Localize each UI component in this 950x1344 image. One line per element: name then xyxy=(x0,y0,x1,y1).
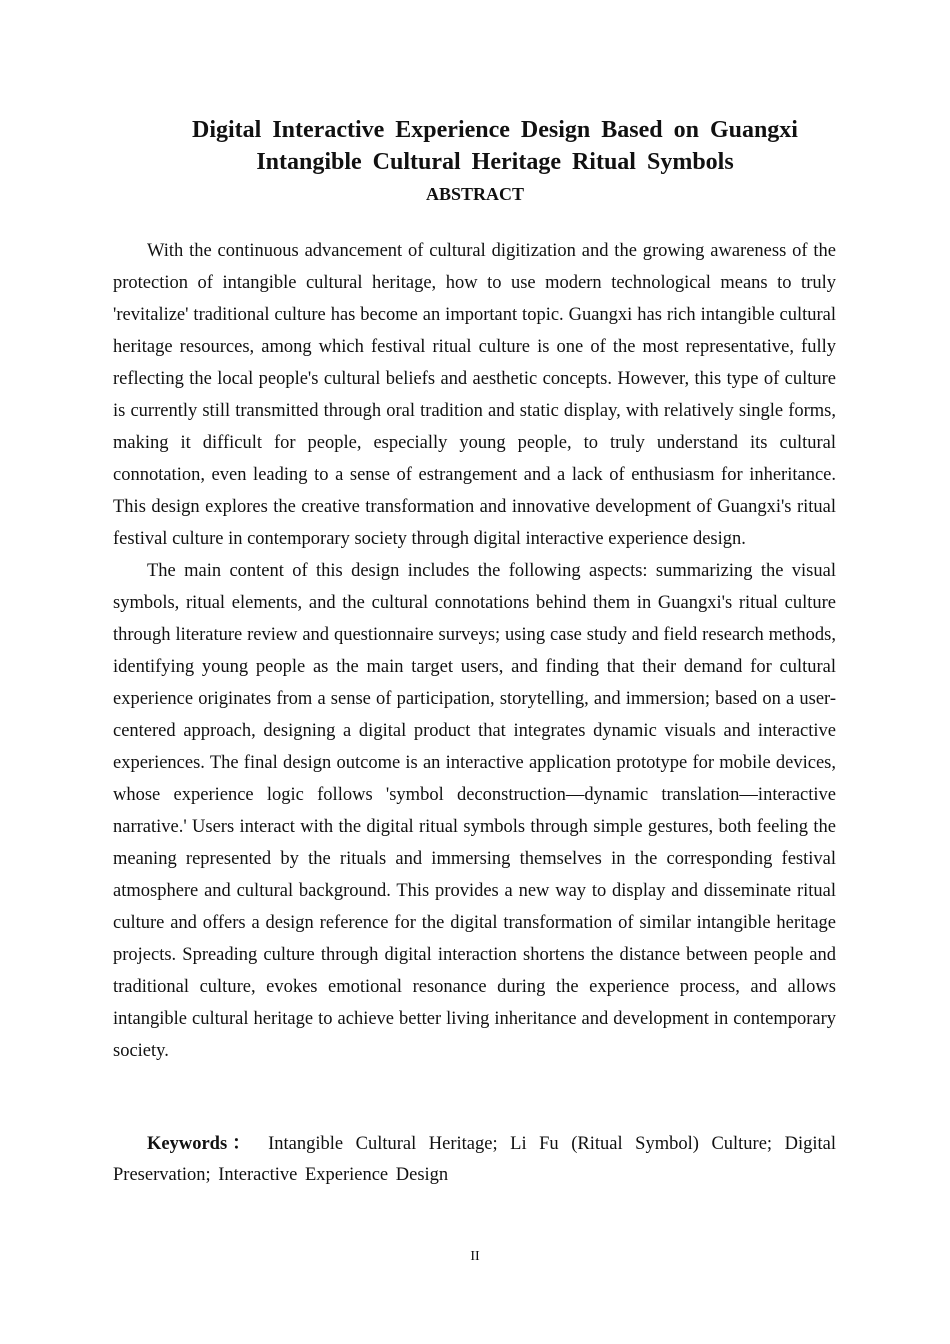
page-number: II xyxy=(470,1249,480,1264)
abstract-paragraph-2: The main content of this design includes the following aspects: summarizing the visual symbols, ritual elements, and the cultural connotations behind them in Guangxi's ritual culture through literature review and questionnaire surveys; using case study and field research methods, identifying young people as the main target users, and finding that their demand for cultural experience originates from a sense of participation, storytelling, and immersion; based on a user-centered approach, designing a digital product that integrates dynamic visuals and interactive experiences. The final design outcome is an interactive application prototype for mobile devices, whose experience logic follows 'symbol deconstruction—dynamic translation—interactive narrative.' Users interact with the digital ritual symbols through simple gestures, both feeling the meaning represented by the rituals and immersing themselves in the corresponding festival atmosphere and cultural background. This provides a new way to display and disseminate ritual culture and offers a design reference for the digital transformation of similar intangible heritage projects. Spreading culture through digital interaction shortens the distance between people and traditional culture, evokes emotional resonance during the experience process, and allows intangible cultural heritage to achieve better living inheritance and development in contemporary society. xyxy=(113,561,836,1061)
abstract-heading: ABSTRACT xyxy=(425,184,525,204)
keywords-text: Intangible Cultural Heritage; Li Fu (Ritual Symbol) Culture; Digital Preservation; Interactive Experience Design xyxy=(113,1134,836,1185)
title-line-2: Intangible Cultural Heritage Ritual Symbols xyxy=(256,149,734,175)
keywords-label: Keywords： xyxy=(147,1134,256,1154)
keywords-section xyxy=(113,1129,836,1191)
document-title xyxy=(150,114,840,178)
abstract-paragraph-1: With the continuous advancement of cultural digitization and the growing awareness of the protection of intangible cultural heritage, how to use modern technological means to truly 'revitalize' traditional culture has become an important topic. Guangxi has rich intangible cultural heritage resources, among which festival ritual culture is one of the most representative, fully reflecting the local people's cultural beliefs and aesthetic concepts. However, this type of culture is currently still transmitted through oral tradition and static display, with relatively single forms, making it difficult for people, especially young people, to truly understand its cultural connotation, even leading to a sense of estrangement and a lack of enthusiasm for inheritance. This design explores the creative transformation and innovative development of Guangxi's ritual festival culture in contemporary society through digital interactive experience design. xyxy=(113,241,836,549)
title-line-1: Digital Interactive Experience Design Based on Guangxi xyxy=(192,117,798,143)
abstract-body xyxy=(113,235,836,1067)
